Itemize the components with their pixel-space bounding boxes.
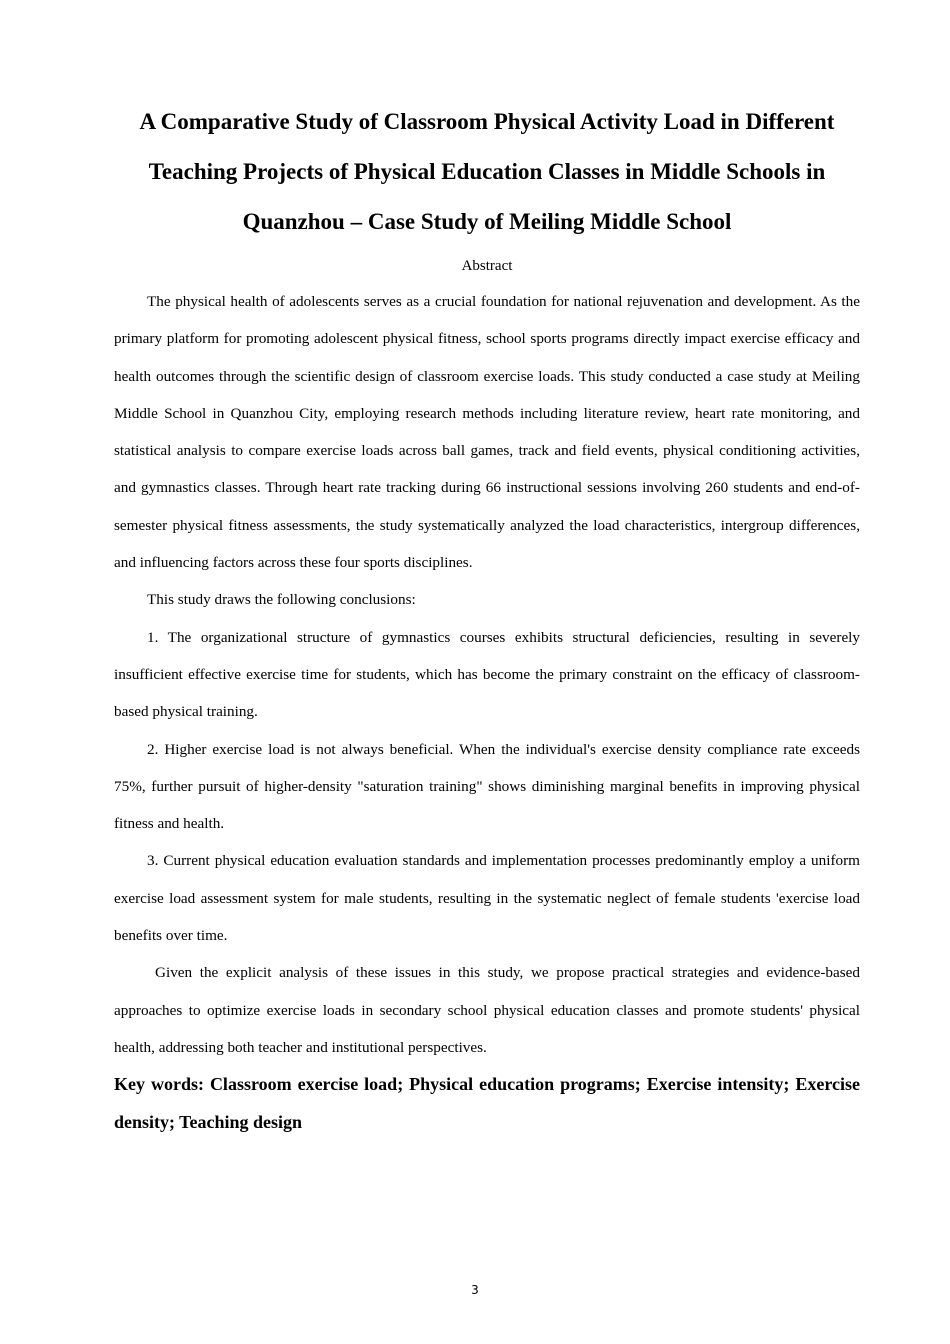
abstract-heading: Abstract (461, 258, 513, 274)
page-content (114, 97, 860, 1141)
page-number: 3 (471, 1283, 479, 1297)
keywords: Key words: Classroom exercise load; Physical education programs; Exercise intensity; Exercise density; Teaching design (114, 1074, 860, 1132)
conclusion-item-1: 1. The organizational structure of gymnastics courses exhibits structural deficiencies, resulting in severely insufficient effective exercise time for students, which has become the primary constraint on the efficacy of classroom-based physical training. (114, 628, 860, 721)
abstract-paragraph-intro: The physical health of adolescents serves as a crucial foundation for national rejuvenation and development. As the primary platform for promoting adolescent physical fitness, school sports programs directly impact exercise efficacy and health outcomes through the scientific design of classroom exercise loads. This study conducted a case study at Meiling Middle School in Quanzhou City, employing research methods including literature review, heart rate monitoring, and statistical analysis to compare exercise loads across ball games, track and field events, physical conditioning activities, and gymnastics classes. Through heart rate tracking during 66 instructional sessions involving 260 students and end-of-semester physical fitness assessments, the study systematically analyzed the load characteristics, intergroup differences, and influencing factors across these four sports disciplines. (114, 293, 860, 572)
conclusion-item-3: 3. Current physical education evaluation standards and implementation processes predominantly employ a uniform exercise load assessment system for male students, resulting in the systematic neglect of female students 'exercise load benefits over time. (114, 852, 860, 945)
abstract-paragraph-conclusions-lead: This study draws the following conclusions: (147, 591, 416, 609)
conclusion-item-2: 2. Higher exercise load is not always beneficial. When the individual's exercise density compliance rate exceeds 75%, further pursuit of higher-density "saturation training" shows diminishing marginal benefits in improving physical fitness and health. (114, 740, 860, 833)
paper-title: A Comparative Study of Classroom Physical Activity Load in Different Teaching Projects of Physical Education Classes in Middle Schools in Quanzhou – Case Study of Meiling Middle School (139, 109, 835, 234)
abstract-paragraph-closing: Given the explicit analysis of these issues in this study, we propose practical strategies and evidence-based approaches to optimize exercise loads in secondary school physical education classes and promote students' physical health, addressing both teacher and institutional perspectives. (114, 964, 860, 1056)
